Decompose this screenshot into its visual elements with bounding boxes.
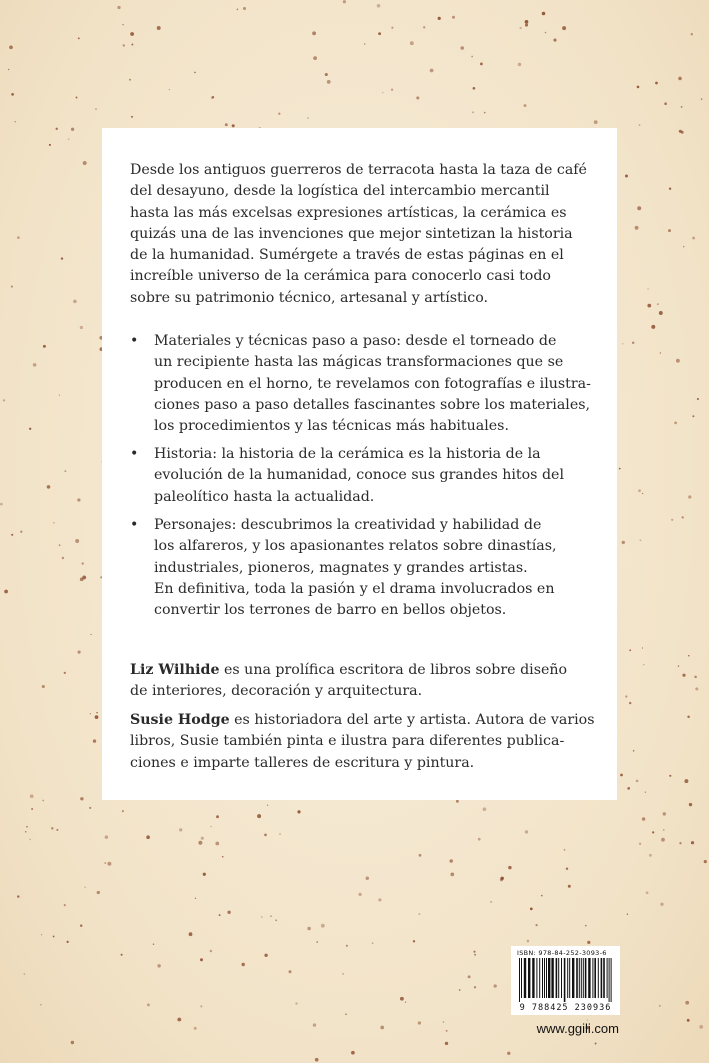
bullet-item-historia bbox=[130, 444, 610, 508]
barcode-digits: 9 788425 230936 bbox=[519, 1003, 612, 1013]
intro-line: sobre su patrimonio técnico, artesanal y artístico. bbox=[130, 289, 489, 306]
intro-line: hasta las más excelsas expresiones artísticas, la cerámica es bbox=[130, 204, 567, 221]
author-bio-text: es una prolífica escritora de libros sobre diseño bbox=[219, 662, 568, 678]
intro-line: increíble universo de la cerámica para conocerlo casi todo bbox=[130, 268, 551, 285]
intro-paragraph bbox=[130, 160, 600, 309]
author-bio-susie-hodge bbox=[130, 710, 610, 774]
bullet-line: Historia: la historia de la cerámica es la historia de la bbox=[154, 446, 541, 462]
bullet-line: producen en el horno, te revelamos con fotografías e ilustra- bbox=[154, 375, 591, 392]
bullet-line: un recipiente hasta las mágicas transformaciones que se bbox=[154, 354, 564, 371]
bullet-line: convertir los terrones de barro en bellos objetos. bbox=[154, 602, 507, 619]
bullet-line: industriales, pioneros, magnates y grandes artistas. bbox=[154, 559, 528, 576]
intro-line: Desde los antiguos guerreros de terracota hasta la taza de café bbox=[130, 162, 587, 178]
bullet-item-personajes bbox=[130, 515, 610, 621]
author-bio-liz-wilhide bbox=[130, 660, 610, 703]
bullet-dot: • bbox=[130, 333, 139, 349]
bullet-line: los procedimientos y las técnicas más habituales. bbox=[154, 418, 509, 435]
bullet-line: En definitiva, toda la pasión y el drama involucrados en bbox=[154, 580, 555, 597]
bullet-dot: • bbox=[130, 446, 139, 462]
bullet-item-materiales bbox=[130, 331, 610, 437]
intro-line: quizás una de las invenciones que mejor sintetizan la historia bbox=[130, 225, 573, 242]
bullet-line: Personajes: descubrimos la creatividad y habilidad de bbox=[154, 517, 542, 533]
bullet-line: Materiales y técnicas paso a paso: desde el torneado de bbox=[154, 333, 557, 349]
author-name: Susie Hodge bbox=[130, 712, 230, 728]
author-bio-text: de interiores, decoración y arquitectura. bbox=[130, 683, 423, 700]
isbn-label: ISBN: 978-84-252-3093-6 bbox=[517, 949, 607, 957]
author-bio-text: libros, Susie también pinta e ilustra para diferentes publica- bbox=[130, 733, 565, 750]
barcode-box bbox=[511, 946, 620, 1015]
bullet-line: los alfareros, y los apasionantes relatos sobre dinastías, bbox=[154, 538, 557, 555]
intro-line: del desayuno, desde la logística del intercambio mercantil bbox=[130, 183, 550, 200]
bullet-line: paleolítico hasta la actualidad. bbox=[154, 488, 375, 505]
publisher-website: www.ggili.com bbox=[536, 1021, 619, 1036]
bullet-line: ciones paso a paso detalles fascinantes sobre los materiales, bbox=[154, 396, 591, 413]
barcode bbox=[517, 958, 614, 1002]
bullet-dot: • bbox=[130, 517, 139, 533]
text-panel bbox=[102, 128, 617, 800]
author-bio-text: ciones e imparte talleres de escritura y pintura. bbox=[130, 754, 475, 771]
intro-line: de la humanidad. Sumérgete a través de estas páginas en el bbox=[130, 247, 564, 264]
author-name: Liz Wilhide bbox=[130, 662, 220, 678]
author-bio-text: es historiadora del arte y artista. Autora de varios bbox=[229, 712, 595, 728]
bullet-line: evolución de la humanidad, conoce sus grandes hitos del bbox=[154, 467, 564, 484]
